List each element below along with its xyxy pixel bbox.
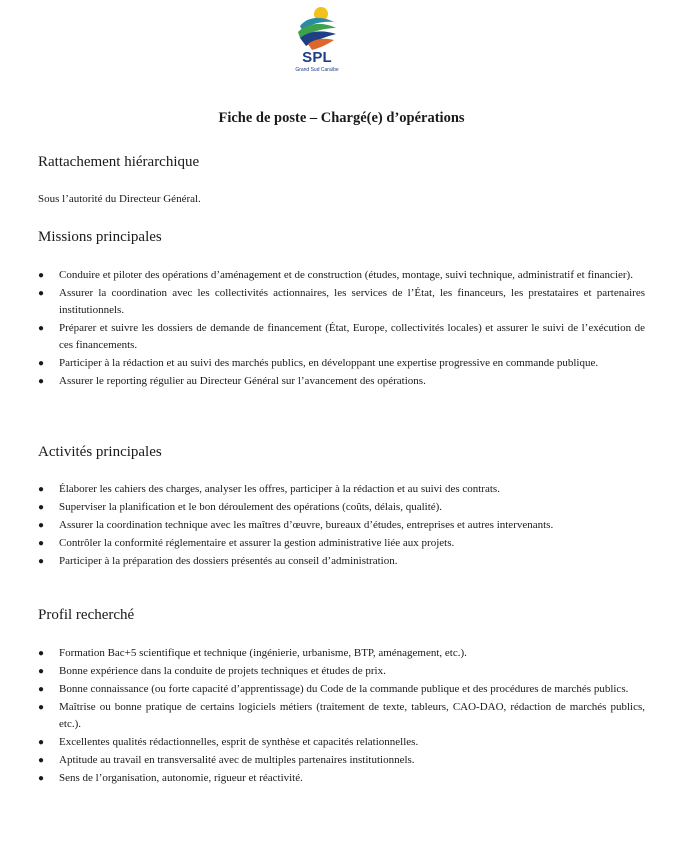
- section-heading-missions: Missions principales: [38, 229, 162, 245]
- bullet-icon: ●: [38, 684, 45, 695]
- spl-logo-emblem-icon: [294, 4, 340, 52]
- bullet-icon: ●: [38, 666, 45, 677]
- spl-logo: [294, 4, 340, 82]
- list-item: ● Bonne connaissance (ou forte capacité d’apprentissage) du Code de la commande publique et des procédures de marchés publics.: [38, 681, 645, 698]
- bullet-icon: ●: [38, 702, 45, 713]
- bullet-icon: ●: [38, 270, 45, 281]
- section-heading-activites: Activités principales: [38, 444, 162, 460]
- list-item: ● Excellentes qualités rédactionnelles, esprit de synthèse et capacités relationnelles.: [38, 734, 645, 751]
- list-item: ● Aptitude au travail en transversalité avec de multiples partenaires institutionnels.: [38, 752, 645, 769]
- bullet-icon: ●: [38, 323, 45, 334]
- list-item: ● Assurer le reporting régulier au Directeur Général sur l’avancement des opérations.: [38, 373, 645, 390]
- missions-list: [38, 267, 645, 391]
- bullet-icon: ●: [38, 538, 45, 549]
- activites-list: [38, 481, 645, 571]
- list-item: ● Bonne expérience dans la conduite de projets techniques et études de prix.: [38, 663, 645, 680]
- bullet-icon: ●: [38, 755, 45, 766]
- bullet-icon: ●: [38, 358, 45, 369]
- bullet-icon: ●: [38, 648, 45, 659]
- list-item: ● Préparer et suivre les dossiers de demande de financement (État, Europe, collectivités locales) et assurer le suivi de l’exécution de ces financements.: [38, 322, 645, 351]
- bullet-icon: ●: [38, 484, 45, 495]
- list-item: ● Assurer la coordination avec les collectivités actionnaires, les services de l’État, les financeurs, les prestataires et partenaires institutionnels.: [38, 287, 645, 316]
- rattachement-text: Sous l’autorité du Directeur Général.: [38, 193, 201, 205]
- list-item: ● Contrôler la conformité réglementaire et assurer la gestion administrative liée aux projets.: [38, 535, 645, 552]
- list-item: ● Superviser la planification et le bon déroulement des opérations (coûts, délais, qualité).: [38, 499, 645, 516]
- document-title: Fiche de poste – Chargé(e) d’opérations: [218, 110, 465, 126]
- list-item: ● Maîtrise ou bonne pratique de certains logiciels métiers (traitement de texte, tableurs, CAO-DAO, rédaction de marchés publics, etc.).: [38, 701, 645, 730]
- logo-subtitle: Grand Sud Caraïbe: [295, 67, 339, 73]
- list-item: ● Sens de l’organisation, autonomie, rigueur et réactivité.: [38, 770, 645, 787]
- bullet-icon: ●: [38, 520, 45, 531]
- profil-list: [38, 645, 645, 788]
- bullet-icon: ●: [38, 556, 45, 567]
- bullet-icon: ●: [38, 773, 45, 784]
- section-heading-rattachement: Rattachement hiérarchique: [38, 154, 200, 170]
- bullet-icon: ●: [38, 376, 45, 387]
- logo-wordmark: SPL: [302, 49, 332, 66]
- bullet-icon: ●: [38, 502, 45, 513]
- bullet-icon: ●: [38, 288, 45, 299]
- list-item: ● Participer à la rédaction et au suivi des marchés publics, en développant une expertise progressive en commande publique.: [38, 355, 645, 372]
- section-heading-profil: Profil recherché: [38, 607, 135, 623]
- list-item: ● Conduire et piloter des opérations d’aménagement et de construction (études, montage, suivi technique, administratif et financier).: [38, 267, 645, 284]
- bullet-icon: ●: [38, 737, 45, 748]
- list-item: ● Participer à la préparation des dossiers présentés au conseil d’administration.: [38, 553, 645, 570]
- list-item: ● Assurer la coordination technique avec les maîtres d’œuvre, bureaux d’études, entreprises et autres intervenants.: [38, 517, 645, 534]
- list-item: ● Formation Bac+5 scientifique et technique (ingénierie, urbanisme, BTP, aménagement, etc.).: [38, 645, 645, 662]
- list-item: ● Élaborer les cahiers des charges, analyser les offres, participer à la rédaction et au suivi des contrats.: [38, 481, 645, 498]
